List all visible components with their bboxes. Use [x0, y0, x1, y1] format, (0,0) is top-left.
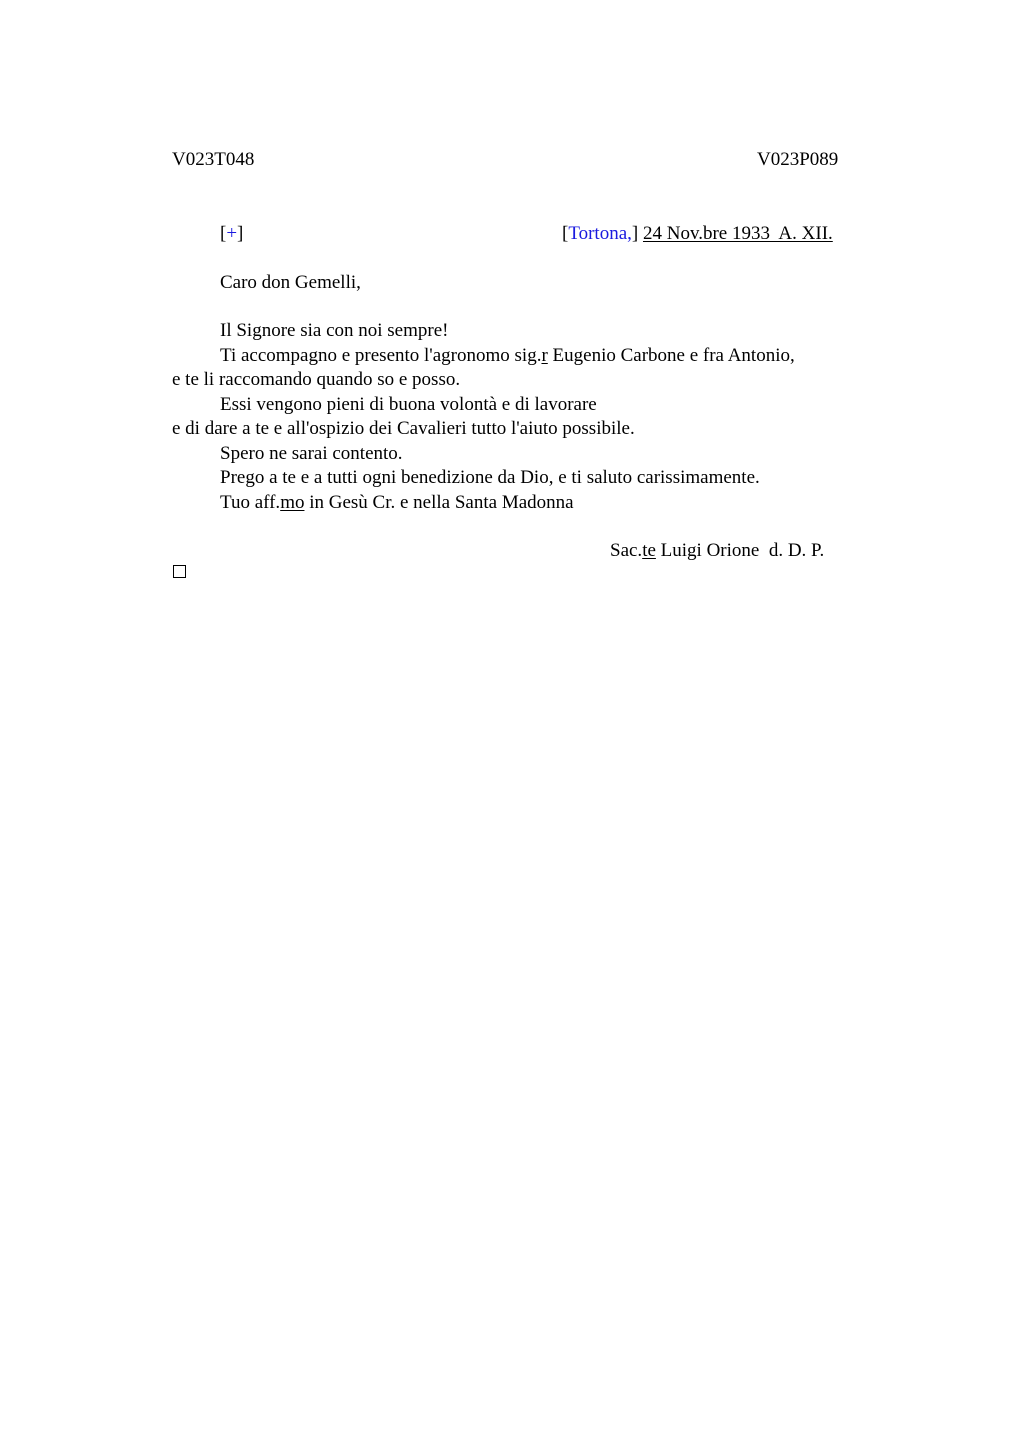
signature-text: Sac. — [610, 540, 643, 561]
body-line: Il Signore sia con noi sempre! — [220, 320, 449, 341]
end-marker-box-icon — [173, 565, 186, 578]
body-line: e di dare a te e all'ospizio dei Cavalieri tutto l'aiuto possibile. — [172, 418, 635, 439]
cross-mark — [220, 224, 243, 243]
signature — [610, 541, 824, 560]
bracket-close: ] — [631, 223, 639, 244]
cross-symbol: + — [226, 223, 238, 244]
place-date-line — [562, 224, 833, 243]
body-text: Eugenio Carbone e fra Antonio, — [547, 345, 795, 366]
abbreviation-superscript: mo — [280, 492, 305, 513]
closing-line — [220, 493, 574, 512]
body-text: in Gesù Cr. e nella Santa Madonna — [304, 492, 574, 513]
body-text: Tuo aff. — [220, 492, 281, 513]
abbreviation-superscript: r — [541, 345, 548, 366]
bracket-close: ] — [237, 223, 244, 244]
page-code-right: V023P089 — [757, 149, 839, 170]
bracket-open: [ — [562, 223, 569, 244]
bracket-open: [ — [220, 223, 227, 244]
letter-date: 24 Nov.bre 1933 A. XII. — [642, 223, 833, 244]
abbreviation-superscript: te — [642, 540, 656, 561]
greeting: Caro don Gemelli, — [220, 272, 361, 293]
body-line: Prego a te e a tutti ogni benedizione da Dio, e ti saluto carissimamente. — [220, 467, 760, 488]
signature-text: Luigi Orione d. D. P. — [655, 540, 825, 561]
body-line — [220, 346, 795, 365]
body-line: Essi vengono pieni di buona volontà e di lavorare — [220, 394, 597, 415]
body-text: Ti accompagno e presento l'agronomo sig. — [220, 345, 542, 366]
body-line: Spero ne sarai contento. — [220, 443, 403, 464]
document-code-left: V023T048 — [172, 149, 255, 170]
body-line: e te li raccomando quando so e posso. — [172, 369, 461, 390]
place-name: Tortona, — [568, 223, 632, 244]
